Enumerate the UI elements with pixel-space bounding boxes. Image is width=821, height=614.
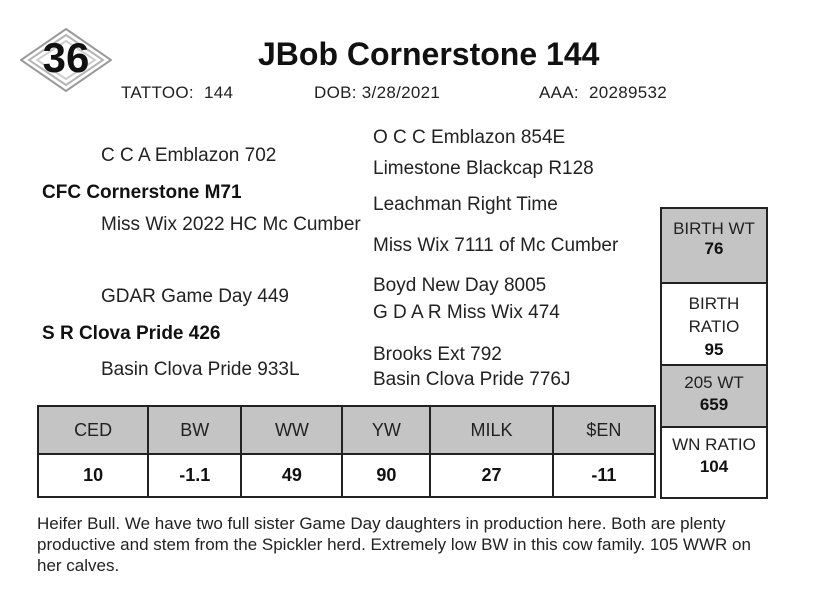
aaa-label: AAA: <box>539 83 579 102</box>
epd-value-yw: 90 <box>342 454 430 496</box>
pedigree-dam-sire-sire: Boyd New Day 8005 <box>373 275 547 296</box>
pedigree-dam: S R Clova Pride 426 <box>42 323 221 344</box>
epd-header-bw: BW <box>148 407 241 454</box>
birth-ratio-box <box>662 284 766 364</box>
tattoo-label: TATTOO: <box>121 83 194 102</box>
pedigree-dam-dam-dam: Basin Clova Pride 776J <box>373 369 571 390</box>
birth-weight-value: 76 <box>704 239 724 258</box>
weaning-weight-box <box>662 366 766 426</box>
pedigree-dam-dam-sire: Brooks Ext 792 <box>373 344 502 365</box>
dob-field <box>314 83 440 103</box>
pedigree-dam-dam: Basin Clova Pride 933L <box>101 359 300 380</box>
performance-panel <box>660 207 768 499</box>
epd-value-bw: -1.1 <box>148 454 241 496</box>
birth-weight-box <box>662 209 766 282</box>
epd-value-ced: 10 <box>39 454 148 496</box>
epd-header-en: $EN <box>553 407 654 454</box>
animal-name: JBob Cornerstone 144 <box>258 36 600 72</box>
weaning-ratio-box <box>662 428 766 497</box>
birth-ratio-label-2: RATIO <box>688 317 740 336</box>
birth-weight-label: BIRTH WT <box>673 219 755 238</box>
epd-value-ww: 49 <box>241 454 342 496</box>
tattoo-value: 144 <box>203 83 234 102</box>
epd-header-yw: YW <box>342 407 430 454</box>
weaning-ratio-label: WN RATIO <box>672 435 756 454</box>
pedigree-sire: CFC Cornerstone M71 <box>42 182 242 203</box>
pedigree-sire-sire-dam: Limestone Blackcap R128 <box>373 158 594 179</box>
weaning-ratio-value: 104 <box>699 457 729 476</box>
pedigree-sire-dam-dam: Miss Wix 7111 of Mc Cumber <box>373 235 619 256</box>
pedigree-dam-sire: GDAR Game Day 449 <box>101 286 289 307</box>
epd-table <box>37 405 656 498</box>
pedigree-sire-dam: Miss Wix 2022 HC Mc Cumber <box>101 214 361 235</box>
epd-header-row <box>39 407 654 454</box>
epd-value-row <box>39 454 654 496</box>
dob-label: DOB: <box>314 83 357 102</box>
aaa-field <box>539 83 667 103</box>
pedigree-sire-dam-sire: Leachman Right Time <box>373 194 558 215</box>
dob-value: 3/28/2021 <box>361 83 441 102</box>
epd-header-milk: MILK <box>430 407 552 454</box>
birth-ratio-value: 95 <box>704 340 724 359</box>
tattoo-field <box>121 83 233 103</box>
weaning-weight-label: 205 WT <box>684 373 744 392</box>
birth-ratio-label-1: BIRTH <box>688 294 740 313</box>
weaning-weight-value: 659 <box>699 395 729 414</box>
epd-value-en: -11 <box>553 454 654 496</box>
aaa-value: 20289532 <box>589 83 668 102</box>
pedigree-sire-sire: C C A Emblazon 702 <box>101 145 277 166</box>
lot-notes: Heifer Bull. We have two full sister Game Day daughters in production here. Both are plenty productive and stem from the Spickler herd. Extremely low BW in this cow family. 105 WWR on her calves. <box>37 514 751 575</box>
epd-header-ced: CED <box>39 407 148 454</box>
epd-header-ww: WW <box>241 407 342 454</box>
pedigree-sire-sire-sire: O C C Emblazon 854E <box>373 127 566 148</box>
lot-number: 36 <box>42 34 90 81</box>
pedigree-dam-sire-dam: G D A R Miss Wix 474 <box>373 302 560 323</box>
epd-value-milk: 27 <box>430 454 552 496</box>
